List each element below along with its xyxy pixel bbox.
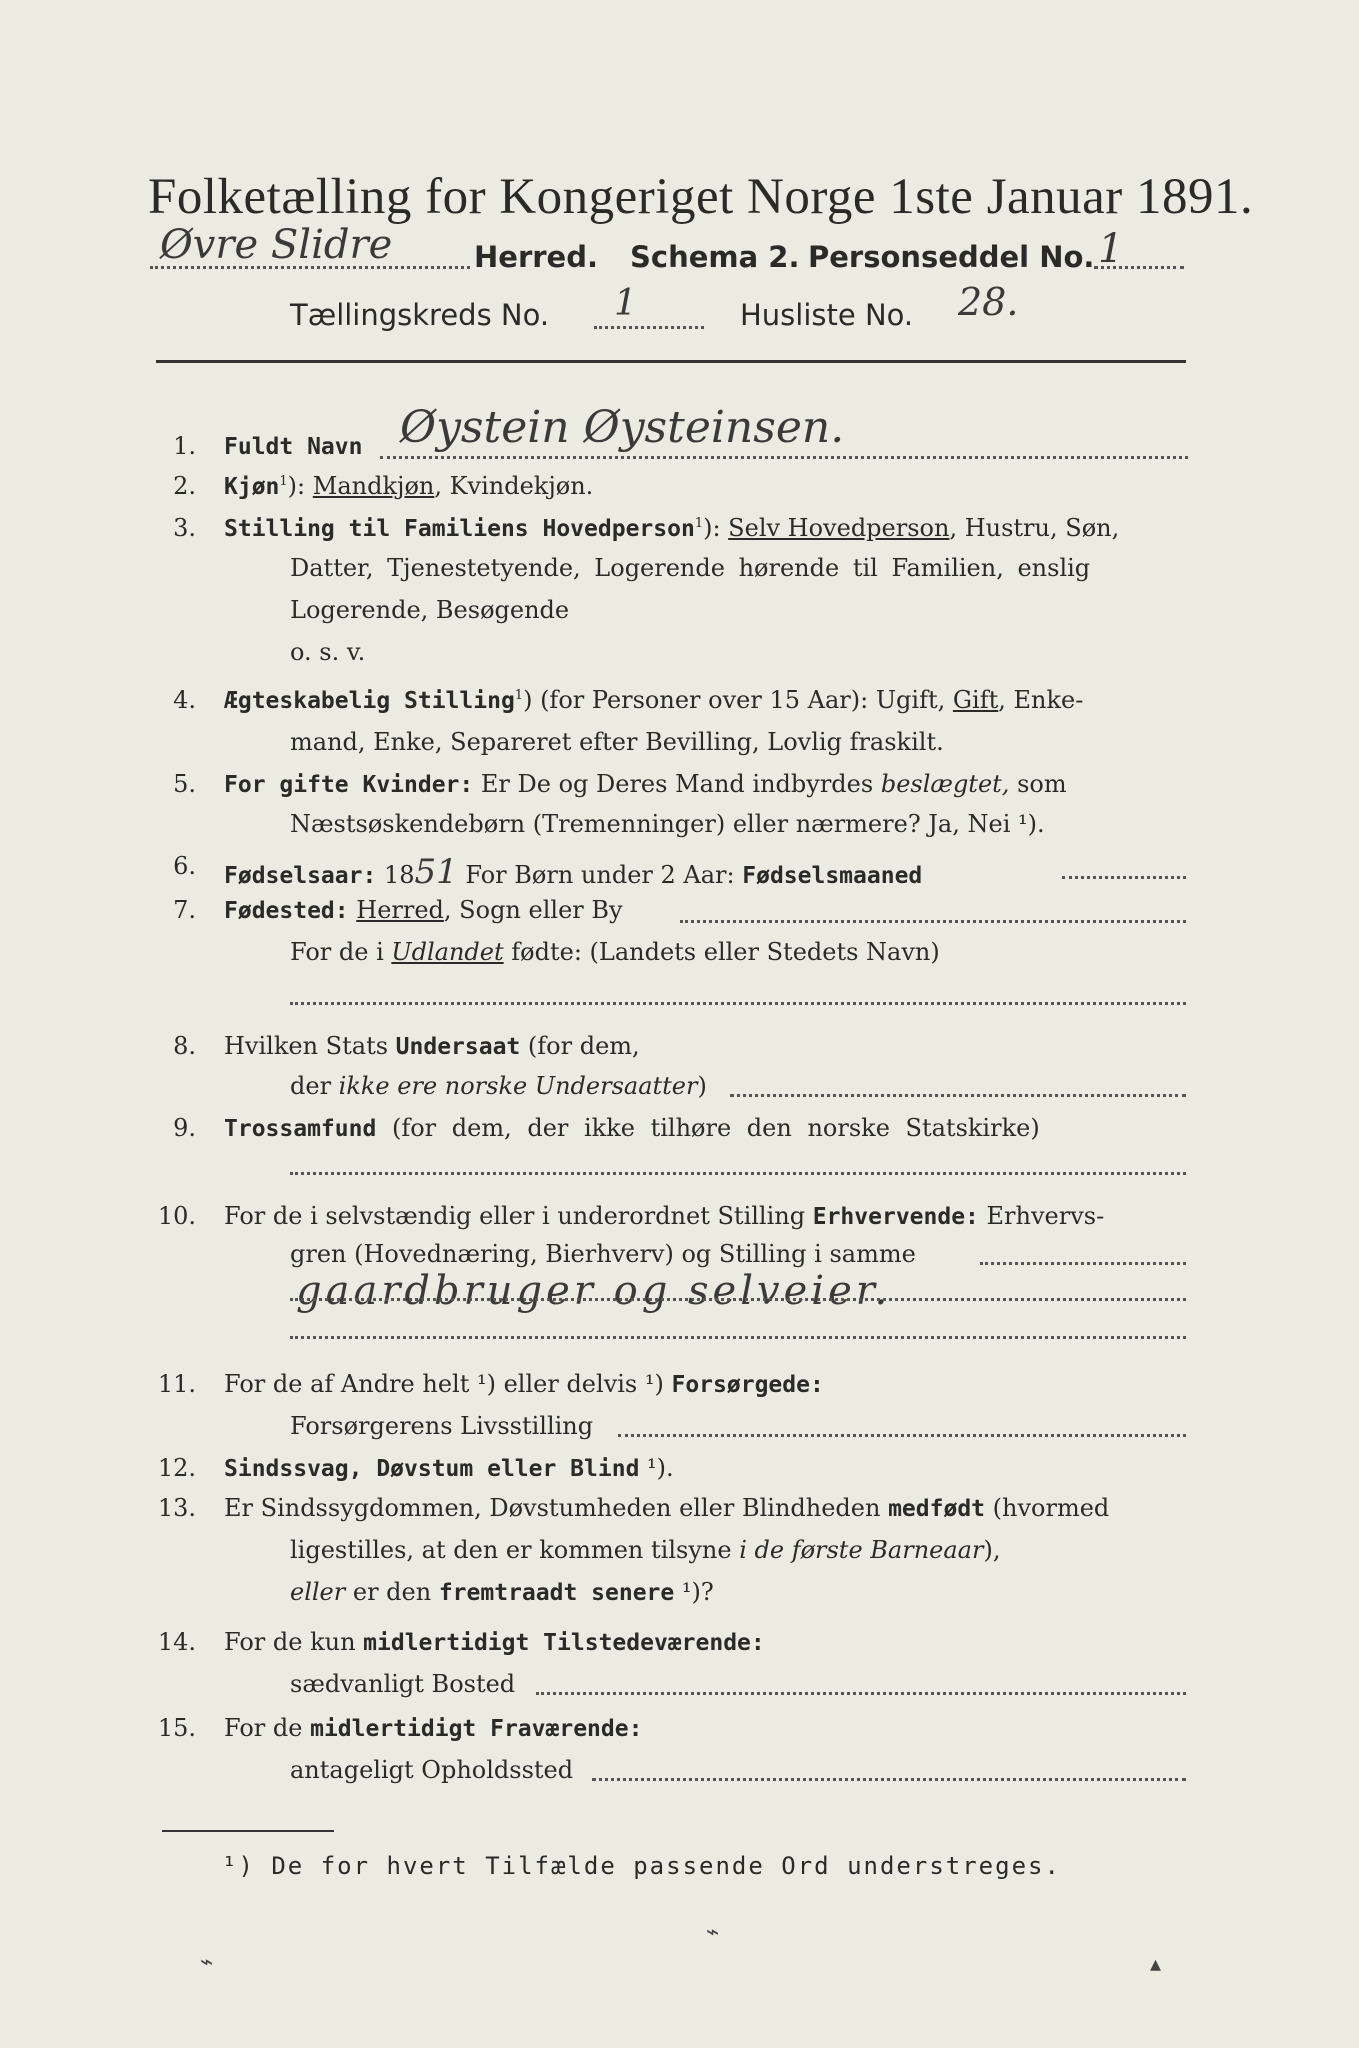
occupation-label: Erhvervende: <box>812 1204 979 1230</box>
text-segment: Er De og Deres Mand indbyrdes <box>473 770 881 798</box>
dependents-label: Forsørgede: <box>671 1372 824 1398</box>
item-3-text <box>224 514 1119 542</box>
citizenship-label: Undersaat <box>395 1034 521 1060</box>
provider-dotted-line <box>618 1434 1186 1437</box>
item-4-line-2: mand, Enke, Separeret efter Bevilling, Lovlig fraskilt. <box>290 728 944 756</box>
text-segment: For Børn under 2 Aar: <box>457 861 743 889</box>
text-segment: ) <box>697 1072 707 1100</box>
item-3-line-3: Logerende, Besøgende <box>290 596 570 624</box>
foreign-birthplace-dotted-line <box>290 1002 1186 1005</box>
text-segment: i de første Barneaar <box>739 1536 984 1564</box>
temporary-absent-label: midlertidigt Fraværende: <box>310 1716 643 1742</box>
birthplace-dotted-line <box>680 920 1186 923</box>
occupation-dotted-line-1 <box>980 1262 1186 1265</box>
birthplace-selected-option: Herred <box>356 896 444 924</box>
text-segment: , Kvindekjøn. <box>434 472 594 500</box>
text-segment: For de i <box>290 938 392 966</box>
item-10-text <box>224 1202 1104 1230</box>
birth-month-label: Fødselsmaaned <box>742 863 923 889</box>
married-women-label: For gifte Kvinder: <box>224 772 474 798</box>
item-4-text <box>224 686 1083 714</box>
item-6-text <box>224 852 922 892</box>
item-11-text <box>224 1370 824 1398</box>
item-11-line-2: Forsørgerens Livsstilling <box>290 1412 594 1440</box>
item-5-line-2: Næstsøskendebørn (Tremenninger) eller nærmere? Ja, Nei ¹). <box>290 810 1045 838</box>
item-number: 14. <box>157 1628 196 1656</box>
position-selected-option: Selv Hovedperson <box>728 514 950 542</box>
marital-selected-option: Gift <box>952 686 999 714</box>
religion-dotted-line <box>290 1172 1186 1175</box>
item-9-text <box>224 1114 1040 1142</box>
item-13-line-3 <box>290 1578 714 1606</box>
text-segment: (for dem, der ikke tilhøre den norske Statskirke) <box>376 1114 1040 1142</box>
husliste-handwritten: 28. <box>958 280 1019 324</box>
item-number: 8. <box>173 1032 196 1060</box>
item-number: 6. <box>173 852 196 880</box>
text-segment: , Sogn eller By <box>443 896 623 924</box>
disability-label: Sindssvag, Døvstum eller Blind <box>224 1456 640 1482</box>
schema-label: Schema 2. <box>630 240 800 274</box>
text-segment: ), <box>983 1536 1001 1564</box>
text-segment: For de <box>224 1714 311 1742</box>
item-14-line-2: sædvanligt Bosted <box>290 1670 516 1698</box>
item-7-text <box>224 896 623 924</box>
item-number: 15. <box>157 1714 196 1742</box>
text-segment: ¹)? <box>674 1578 714 1606</box>
religion-label: Trossamfund <box>224 1116 377 1142</box>
item-3-line-4: o. s. v. <box>290 638 366 666</box>
item-number: 5. <box>173 770 196 798</box>
position-label: Stilling til Familiens Hovedperson <box>224 516 695 542</box>
footnote-ref: 1 <box>694 516 704 531</box>
footnote-ref: 1 <box>279 474 288 489</box>
item-number: 2. <box>173 472 196 500</box>
text-segment: For de i selvstændig eller i underordnet Stilling <box>224 1202 813 1230</box>
item-12-text <box>224 1454 674 1482</box>
text-segment: (hvormed <box>985 1494 1110 1522</box>
kreds-dotted-line <box>594 326 704 329</box>
item-15-line-2: antageligt Opholdssted <box>290 1756 574 1784</box>
stay-dotted-line <box>592 1778 1186 1781</box>
header-rule <box>156 360 1186 363</box>
occupation-dotted-line-3 <box>290 1336 1186 1339</box>
full-name-dotted-line <box>380 456 1188 459</box>
text-segment: , Hustru, Søn, <box>949 514 1120 542</box>
footnote-ref: 1 <box>514 688 524 703</box>
item-8-line-2 <box>290 1072 707 1100</box>
residence-dotted-line <box>536 1692 1186 1695</box>
personseddel-dotted-line <box>1094 266 1184 269</box>
text-segment: som <box>1009 770 1067 798</box>
item-number: 10. <box>157 1202 196 1230</box>
citizenship-dotted-line <box>730 1094 1186 1097</box>
text-segment: ikke ere norske Undersaatter <box>338 1072 698 1100</box>
item-number: 9. <box>173 1114 196 1142</box>
paper-mark: ▴ <box>1150 1952 1162 1977</box>
personseddel-label: Personseddel No. <box>808 240 1095 274</box>
text-segment: Erhvervs- <box>978 1202 1105 1230</box>
paper-mark: ⌁ <box>200 1950 214 1975</box>
item-1-label <box>224 432 362 460</box>
text-segment: Hvilken Stats <box>224 1032 396 1060</box>
text-segment: ): <box>287 472 313 500</box>
text-segment: Udlandet <box>391 938 504 966</box>
item-number: 11. <box>157 1370 196 1398</box>
birth-year-label: Fødselsaar: <box>224 863 377 889</box>
birthplace-label: Fødested: <box>224 898 349 924</box>
item-13-text <box>224 1494 1109 1522</box>
text-segment: fødte: (Landets eller Stedets Navn) <box>503 938 940 966</box>
full-name-handwritten: Øystein Øysteinsen. <box>400 402 845 453</box>
text-segment: For de kun <box>224 1628 364 1656</box>
item-13-line-2 <box>290 1536 1000 1564</box>
kreds-handwritten: 1 <box>614 283 637 324</box>
item-10-line-2: gren (Hovednæring, Bierhverv) og Stilling i samme <box>290 1240 916 1268</box>
item-15-text <box>224 1714 642 1742</box>
text-segment: beslægtet, <box>880 770 1010 798</box>
text-segment: , Enke- <box>998 686 1084 714</box>
form-title: Folketælling for Kongeriget Norge 1ste Januar 1891. <box>148 169 1254 225</box>
text-segment: ) (for Personer over 15 Aar): Ugift, <box>523 686 953 714</box>
text-segment: eller <box>290 1578 346 1606</box>
item-8-text <box>224 1032 640 1060</box>
husliste-label: Husliste No. <box>740 298 914 332</box>
birth-year-handwritten: 51 <box>414 852 458 892</box>
item-number: 4. <box>173 686 196 714</box>
text-segment: ): <box>703 514 729 542</box>
item-14-text <box>224 1628 765 1656</box>
sex-selected-option: Mandkjøn <box>312 472 435 500</box>
kreds-label: Tællingskreds No. <box>290 298 550 332</box>
full-name-label: Fuldt Navn <box>224 434 363 460</box>
personseddel-handwritten: 1 <box>1098 226 1124 272</box>
herred-label: Herred. <box>474 240 598 274</box>
marital-label: Ægteskabelig Stilling <box>224 688 515 714</box>
text-segment: For de af Andre helt ¹) eller delvis ¹) <box>224 1370 672 1398</box>
item-2-text <box>224 472 593 500</box>
footnote: ¹) De for hvert Tilfælde passende Ord understreges. <box>222 1852 1061 1880</box>
text-segment: fremtraadt senere <box>438 1580 675 1606</box>
text-segment: (for dem, <box>520 1032 640 1060</box>
text-segment: der <box>290 1072 339 1100</box>
paper-mark: ⌁ <box>706 1920 720 1945</box>
item-number: 13. <box>157 1494 196 1522</box>
item-number: 12. <box>157 1454 196 1482</box>
footnote-rule <box>162 1830 334 1832</box>
occupation-handwritten: gaardbruger og selveier. <box>296 1268 892 1314</box>
birth-month-dotted-line <box>1062 876 1186 879</box>
item-number: 3. <box>173 514 196 542</box>
occupation-dotted-line-2 <box>290 1298 1186 1301</box>
item-3-line-2: Datter, Tjenestetyende, Logerende hørende til Familien, enslig <box>290 554 1091 582</box>
item-number: 1. <box>173 432 196 460</box>
item-7-line-2 <box>290 938 940 966</box>
item-5-text <box>224 770 1067 798</box>
item-number: 7. <box>173 896 196 924</box>
text-segment: er den <box>345 1578 439 1606</box>
text-segment: ¹). <box>639 1454 674 1482</box>
text-segment: ligestilles, at den er kommen tilsyne <box>290 1536 740 1564</box>
congenital-label: medfødt <box>888 1496 986 1522</box>
herred-handwritten: Øvre Slidre <box>160 222 393 268</box>
sex-label: Kjøn <box>224 474 280 500</box>
text-segment: Er Sindssygdommen, Døvstumheden eller Blindheden <box>224 1494 889 1522</box>
text-segment: 18 <box>376 861 415 889</box>
temporary-present-label: midlertidigt Tilstedeværende: <box>363 1630 765 1656</box>
